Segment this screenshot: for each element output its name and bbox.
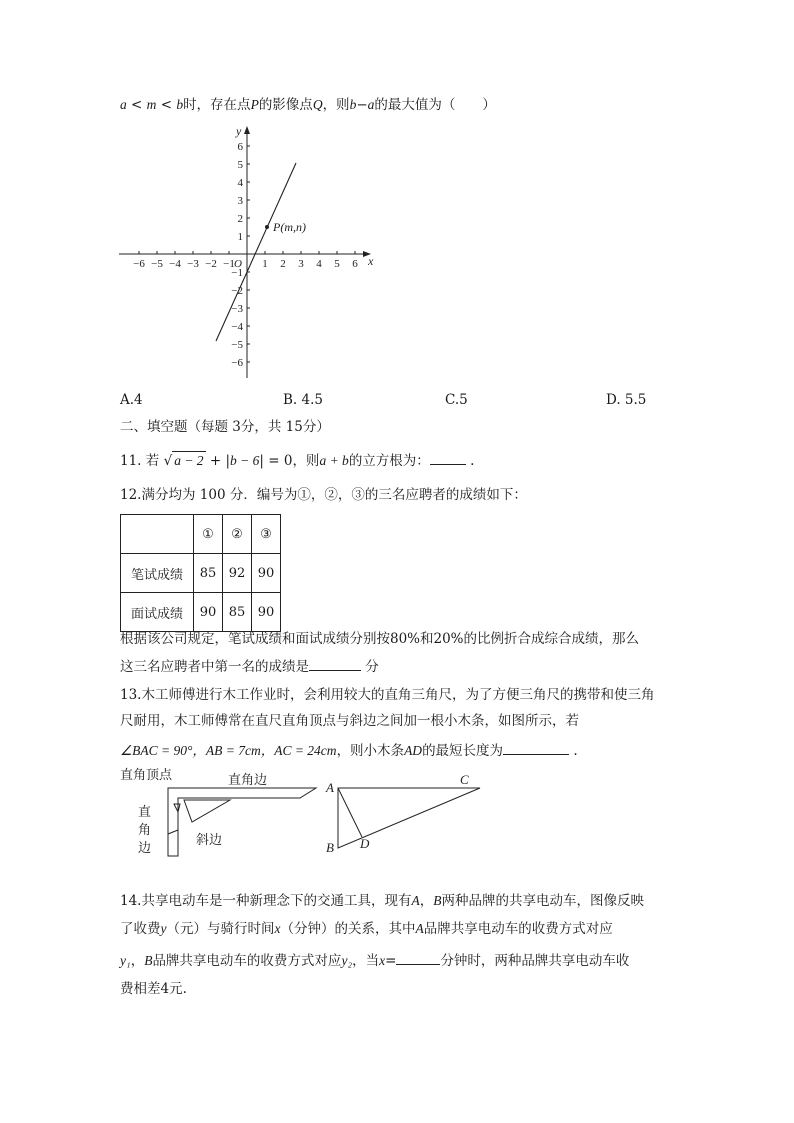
q13-end: .: [573, 743, 578, 759]
brand-a: A: [411, 893, 420, 908]
triangle-figure: [320, 768, 490, 858]
q14-text: 了收费: [120, 921, 161, 937]
x-tick-label: 3: [298, 258, 304, 270]
var-x: x: [274, 921, 281, 936]
q12-unit: 分: [365, 659, 379, 675]
y-tick-label: −4: [231, 321, 243, 333]
table-cell: 90: [252, 593, 281, 632]
q12-line-2-text: 这三名应聘者中第一名的成绩是: [120, 659, 309, 675]
q11-end: .: [470, 453, 475, 469]
var-m: m: [146, 97, 157, 112]
q14-line-4: 费相差4元.: [120, 981, 187, 997]
q14-text: （元）与骑行时间: [166, 921, 275, 937]
q14-text: 14.共享电动车是一种新理念下的交通工具，现有: [120, 893, 412, 909]
var-y2: y₂: [341, 953, 353, 968]
label-leg-top: 直角边: [228, 773, 268, 788]
q10-text-4: 的最大值为（ ）: [374, 97, 496, 113]
q11: 11. 若 √ a − 2 + |b − 6| = 0，则a + b的立方根为： .: [120, 450, 474, 470]
y-tick-label: 1: [237, 231, 243, 243]
label-leg-side: 边: [138, 841, 152, 856]
x-tick-label: −3: [187, 258, 199, 270]
x-axis-label: x: [368, 254, 374, 268]
abs-expr: b − 6: [230, 453, 260, 468]
x-tick-label: −6: [133, 258, 145, 270]
q10-stem: [120, 96, 496, 114]
table-cell: 85: [223, 593, 252, 632]
equals: =: [385, 953, 397, 969]
q13-text: ，则小木条: [336, 743, 405, 759]
answer-blank: [309, 656, 361, 671]
label-vertex: 直角顶点: [120, 768, 173, 783]
q14-line-1: [120, 892, 644, 910]
label-C: C: [460, 772, 469, 787]
label-leg-side: 直: [138, 805, 152, 820]
y-tick-label: 4: [237, 177, 243, 189]
q14-text: 品牌共享电动车的收费方式对应: [423, 921, 613, 937]
x-tick-label: −5: [151, 258, 163, 270]
equals: = 0: [268, 453, 293, 469]
var-a: a: [367, 97, 375, 112]
q13-given: ∠BAC = 90°，AB = 7cm，AC = 24cm: [120, 743, 337, 758]
q13-line-2: 尺耐用，木工师傅常在直尺直角顶点与斜边之间加一根小木条，如图所示，若: [120, 713, 579, 729]
q10-text-2: 的影像点: [258, 97, 313, 113]
var-P: P: [250, 97, 259, 112]
q10-text-3: ，则: [322, 97, 350, 113]
table-cell: 90: [194, 593, 223, 632]
carpenter-square-figure: [118, 764, 328, 864]
x-tick-label: 6: [352, 258, 358, 270]
y-tick-label: −5: [231, 339, 243, 351]
x-tick-label: 4: [316, 258, 322, 270]
q13-line-3: [120, 740, 578, 760]
brand-b: B: [144, 953, 153, 968]
q14-text: ，: [130, 953, 145, 969]
x-tick-label: 5: [334, 258, 340, 270]
q14-text: ，当: [352, 953, 380, 969]
table-header-cell: ②: [223, 515, 252, 554]
y-tick-label: −2: [231, 285, 243, 297]
table-header-cell: [121, 515, 194, 554]
var-y1: y₁: [120, 953, 131, 968]
brand-b: B: [433, 893, 442, 908]
q11-suffix: 的立方根为：: [348, 453, 430, 469]
q14-line-2: [120, 920, 613, 938]
x-tick-label: −4: [169, 258, 181, 270]
var-ad: AD: [404, 743, 423, 758]
y-tick-label: −6: [231, 357, 243, 369]
expr-a-plus-b: a + b: [319, 453, 349, 468]
table-row: [121, 593, 281, 632]
table-row: [121, 554, 281, 593]
var-y: y: [160, 921, 167, 936]
point-p: [265, 225, 269, 229]
table-header-cell: ①: [194, 515, 223, 554]
scores-table: [120, 514, 281, 632]
y-tick-label: −3: [231, 303, 243, 315]
graph-line: [216, 163, 296, 341]
q11-prefix: 若: [145, 453, 160, 469]
section-title: 二、填空题（每题 3分，共 15分）: [120, 419, 330, 435]
origin-label: O: [234, 258, 242, 270]
square-outline: [168, 788, 316, 834]
q13-text: 的最短长度为: [422, 743, 504, 759]
label-hyp: 斜边: [196, 833, 223, 848]
table-cell: 92: [223, 554, 252, 593]
var-x: x: [379, 953, 386, 968]
row-label: 面试成绩: [121, 593, 194, 632]
minus-sign: −: [356, 97, 368, 113]
y-tick-label: 6: [237, 141, 243, 153]
q14-line-3: [120, 950, 629, 970]
option-d: D. 5.5: [606, 392, 647, 408]
q14-text: 分钟时，两种品牌共享电动车收: [440, 953, 630, 969]
x-tick-label: 2: [280, 258, 286, 270]
q14-text: 品牌共享电动车的收费方式对应: [152, 953, 342, 969]
label-B: B: [326, 840, 334, 855]
q12-intro: 12.满分均为 100 分．编号为①，②，③的三名应聘者的成绩如下：: [120, 487, 527, 503]
inner-triangle: [184, 800, 230, 822]
row-label: 笔试成绩: [121, 554, 194, 593]
q10-coordinate-graph: [115, 122, 380, 384]
plus-sign: +: [209, 453, 222, 469]
radicand: a − 2: [174, 453, 204, 468]
q13-line-1: 13.木工师傅进行木工作业时，会利用较大的直角三角尺，为了方便三角尺的携带和使三角: [120, 687, 655, 703]
q14-text: （分钟）的关系，其中: [280, 921, 416, 937]
lt-sign: <: [131, 97, 143, 113]
y-tick-label: 3: [237, 195, 243, 207]
y-tick-label: 2: [237, 213, 243, 225]
table-cell: 85: [194, 554, 223, 593]
var-Q: Q: [312, 97, 323, 112]
label-D: D: [360, 836, 370, 851]
x-tick-label: 1: [262, 258, 268, 270]
y-axis-arrow: [244, 126, 250, 134]
x-tick-label: −2: [205, 258, 217, 270]
brace: [174, 804, 180, 812]
option-b: B. 4.5: [283, 392, 323, 408]
q14-comma: ，: [419, 893, 434, 909]
q14-text: 两种品牌的共享电动车，图像反映: [441, 893, 644, 909]
answer-blank: [430, 450, 466, 465]
segment-ad: [338, 788, 362, 837]
point-p-label: P(m,n): [273, 220, 306, 234]
label-A: A: [326, 780, 334, 795]
answer-blank: [396, 950, 440, 965]
var-b: b: [349, 97, 357, 112]
y-axis-label: y: [236, 124, 242, 138]
q12-line-2: [120, 656, 379, 676]
var-b: b: [176, 97, 184, 112]
q11-number: 11.: [120, 453, 142, 469]
table-header-row: [121, 515, 281, 554]
y-tick-label: 5: [237, 159, 243, 171]
var-a: a: [120, 97, 127, 112]
table-header-cell: ③: [252, 515, 281, 554]
q11-text: ，则: [292, 453, 320, 469]
x-tick-label: −1: [223, 258, 235, 270]
answer-blank: [503, 740, 569, 755]
y-tick-label: −1: [231, 267, 243, 279]
option-a: A.4: [120, 392, 143, 408]
table-cell: 90: [252, 554, 281, 593]
option-c: C.5: [445, 392, 468, 408]
brand-a: A: [415, 921, 424, 936]
q12-line-1: 根据该公司规定，笔试成绩和面试成绩分别按80%和20%的比例折合成综合成绩，那么: [120, 631, 640, 647]
lt-sign: <: [160, 97, 173, 113]
q10-text-1: 时，存在点: [183, 97, 251, 113]
label-leg-side: 角: [138, 823, 152, 838]
